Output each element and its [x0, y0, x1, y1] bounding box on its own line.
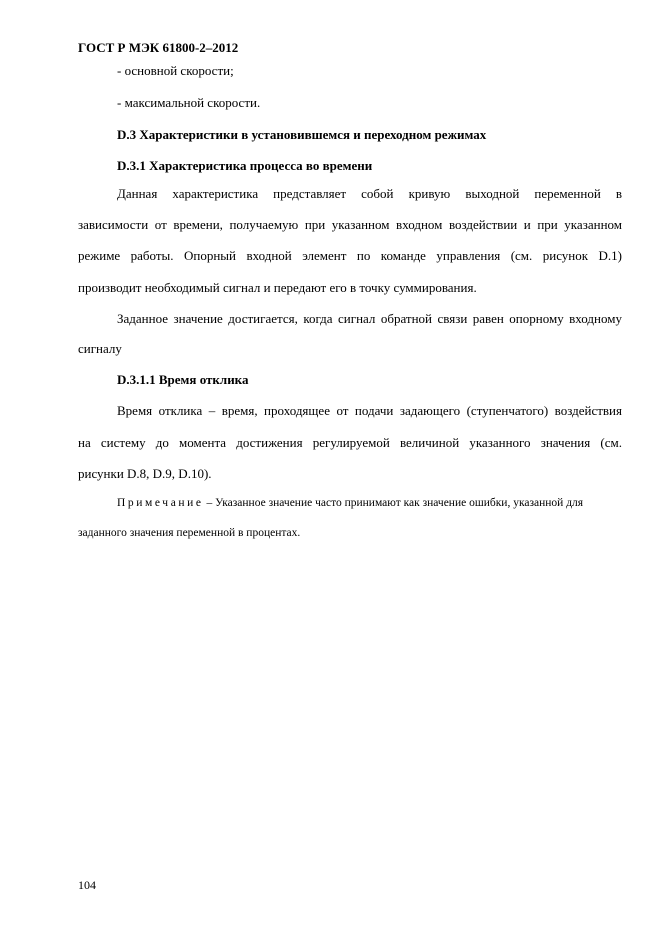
- paragraph-time-characteristic-line3: режиме работы. Опорный входной элемент по команде управления (см. рисунок D.1): [78, 248, 622, 263]
- paragraph-time-characteristic-line1: Данная характеристика представляет собой кривую выходной переменной в: [117, 186, 622, 201]
- list-item-max-speed: - максимальной скорости.: [117, 95, 261, 110]
- paragraph-time-characteristic-line4: производит необходимый сигнал и передают его в точку суммирования.: [78, 280, 477, 295]
- note-line2: заданного значения переменной в процентах.: [78, 527, 301, 539]
- paragraph-response-time-line3: рисунки D.8, D.9, D.10).: [78, 466, 212, 481]
- paragraph-response-time-line2: на систему до момента достижения регулируемой величиной указанного значения (см.: [78, 435, 622, 450]
- note-label: Примечание: [117, 497, 204, 509]
- document-code-header: ГОСТ Р МЭК 61800-2–2012: [78, 40, 239, 55]
- section-heading-d31: D.3.1 Характеристика процесса во времени: [117, 158, 373, 173]
- note-text: – Указанное значение часто принимают как значение ошибки, указанной для: [203, 497, 584, 509]
- section-heading-d311: D.3.1.1 Время отклика: [117, 372, 249, 387]
- note-line1: [117, 496, 583, 510]
- section-heading-d3: D.3 Характеристики в установившемся и переходном режимах: [117, 127, 487, 142]
- paragraph-setpoint-line1: Заданное значение достигается, когда сигнал обратной связи равен опорному входному: [117, 311, 622, 326]
- page-number: 104: [78, 878, 96, 892]
- paragraph-response-time-line1: Время отклика – время, проходящее от подачи задающего (ступенчатого) воздействия: [117, 403, 622, 418]
- paragraph-setpoint-line2: сигналу: [78, 341, 122, 356]
- paragraph-time-characteristic-line2: зависимости от времени, получаемую при указанном входном воздействии и при указанном: [78, 217, 622, 232]
- list-item-base-speed: - основной скорости;: [117, 63, 234, 78]
